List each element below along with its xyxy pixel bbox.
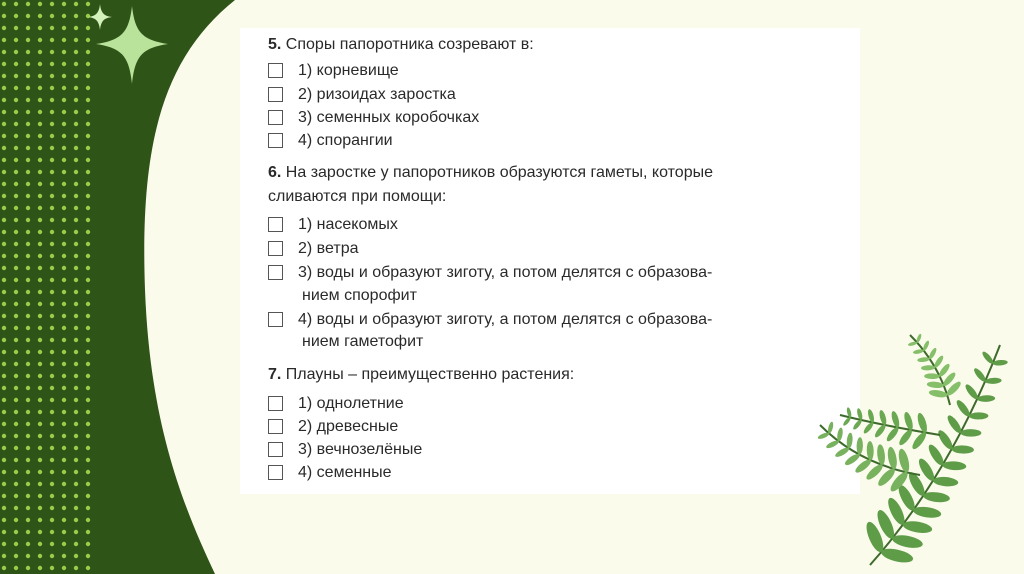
answer-option[interactable]: 1) корневище (268, 60, 399, 82)
checkbox[interactable] (268, 87, 283, 102)
answer-option[interactable]: 2) древесные (268, 416, 398, 438)
answer-option[interactable]: 4) спорангии (268, 130, 393, 152)
checkbox[interactable] (268, 133, 283, 148)
checkbox[interactable] (268, 312, 283, 327)
checkbox[interactable] (268, 396, 283, 411)
question-6 (268, 162, 713, 184)
question-5 (268, 34, 534, 56)
question-7 (268, 364, 574, 386)
question-number: 6. (268, 164, 282, 181)
answer-option-continued: нием гаметофит (302, 333, 424, 350)
sparkle-icon (80, 0, 190, 90)
question-text: Плауны – преимущественно растения: (285, 366, 575, 383)
checkbox[interactable] (268, 110, 283, 125)
answer-option-continued: нием спорофит (302, 287, 417, 304)
answer-option[interactable]: 4) семенные (268, 462, 392, 484)
answer-option[interactable]: 3) вечнозелёные (268, 439, 422, 461)
answer-option[interactable]: 1) насекомых (268, 214, 398, 236)
checkbox[interactable] (268, 217, 283, 232)
question-number: 5. (268, 36, 282, 53)
answer-option[interactable]: 3) воды и образуют зиготу, а потом делятся с образова- (268, 262, 712, 284)
answer-option[interactable]: 2) ризоидах заростка (268, 84, 456, 106)
question-text: Споры папоротника созревают в: (285, 36, 534, 53)
question-number: 7. (268, 366, 282, 383)
checkbox[interactable] (268, 241, 283, 256)
checkbox[interactable] (268, 465, 283, 480)
question-text-continued: сливаются при помощи: (268, 188, 447, 205)
checkbox[interactable] (268, 442, 283, 457)
fern-leaf-icon (800, 325, 1024, 574)
answer-option[interactable]: 4) воды и образуют зиготу, а потом делятся с образова- (268, 309, 712, 331)
checkbox[interactable] (268, 265, 283, 280)
answer-option[interactable]: 1) однолетние (268, 393, 404, 415)
checkbox[interactable] (268, 63, 283, 78)
answer-option[interactable]: 2) ветра (268, 238, 358, 260)
answer-option[interactable]: 3) семенных коробочках (268, 107, 479, 129)
checkbox[interactable] (268, 419, 283, 434)
question-text: На заростке у папоротников образуются гаметы, которые (285, 164, 713, 181)
